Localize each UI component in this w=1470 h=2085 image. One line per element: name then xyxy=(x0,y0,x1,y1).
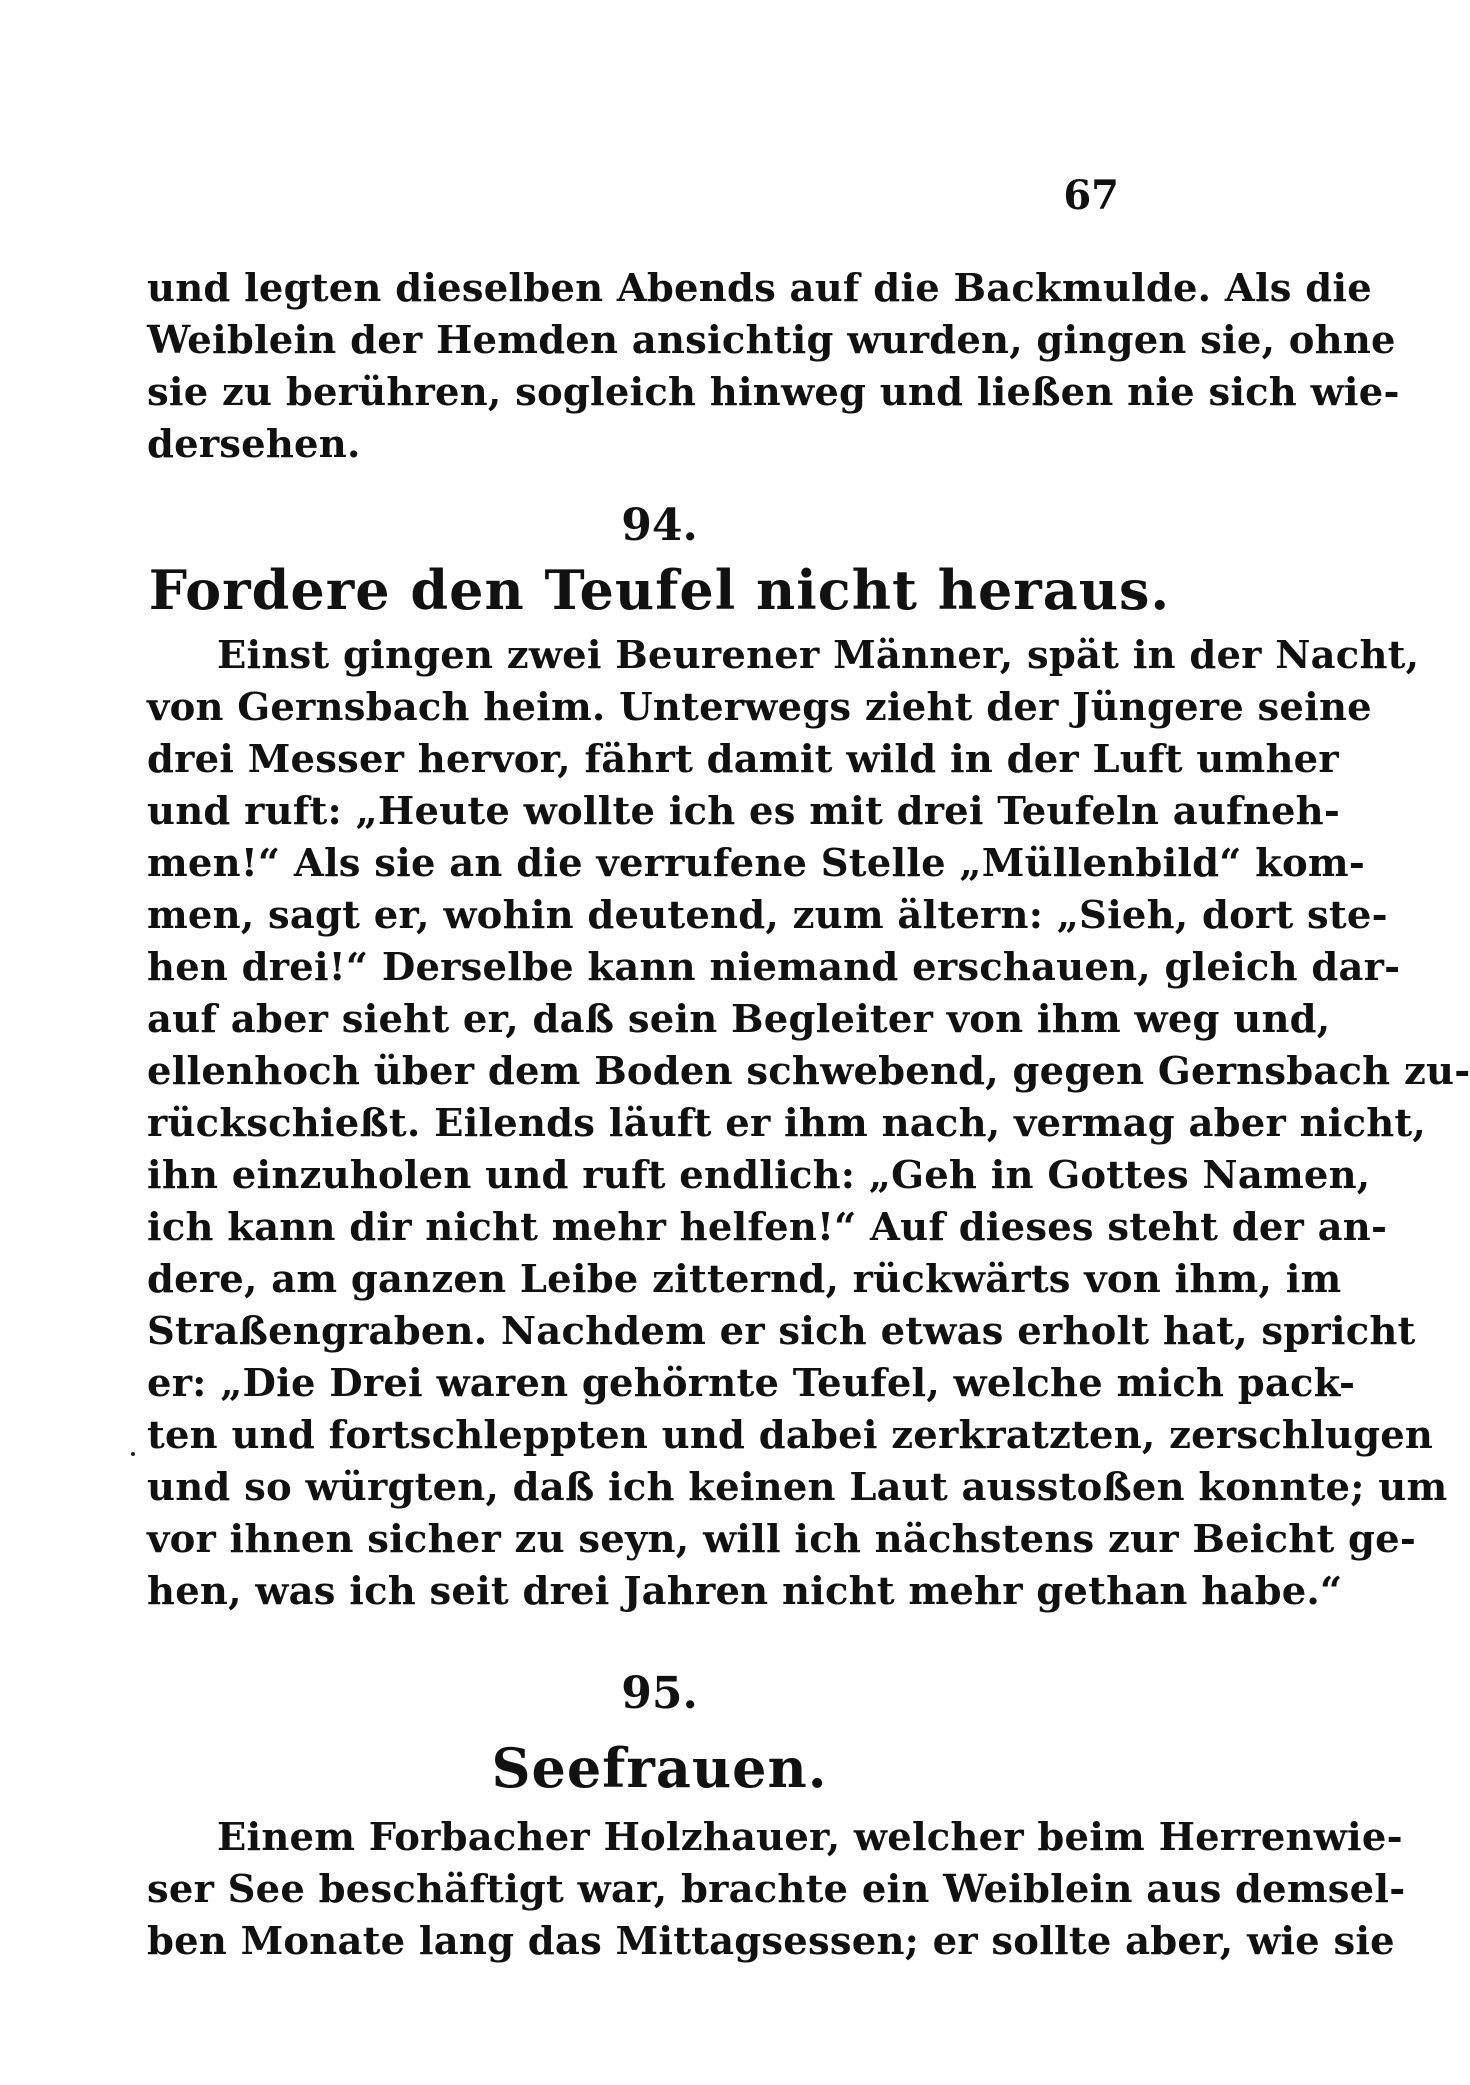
text-line: men!“ Als sie an die verrufene Stelle „Müllenbild“ kom- xyxy=(147,841,1366,886)
text-line: ich kann dir nicht mehr helfen!“ Auf dieses steht der an- xyxy=(147,1205,1388,1250)
text-line: und ruft: „Heute wollte ich es mit drei Teufeln aufneh- xyxy=(147,789,1341,834)
page-number: 67 xyxy=(1063,172,1119,219)
text-line: Einst gingen zwei Beurener Männer, spät in der Nacht, xyxy=(217,633,1420,678)
text-line: und legten dieselben Abends auf die Backmulde. Als die xyxy=(147,266,1372,311)
section-94-paragraph xyxy=(147,630,1470,1618)
section-95-title: Seefrauen. xyxy=(491,1736,828,1800)
text-line: sie zu berühren, sogleich hinweg und ließen nie sich wie- xyxy=(147,370,1400,415)
section-95-number: 95. xyxy=(621,1668,698,1719)
text-line: ten und fortschleppten und dabei zerkratzten, zerschlugen xyxy=(147,1413,1434,1458)
text-line: auf aber sieht er, daß sein Begleiter von ihm weg und, xyxy=(147,997,1331,1042)
text-line: dersehen. xyxy=(147,422,361,467)
section-95-paragraph xyxy=(147,1812,1406,1968)
text-line: drei Messer hervor, fährt damit wild in der Luft umher xyxy=(147,737,1339,782)
text-line: dere, am ganzen Leibe zitternd, rückwärts von ihm, im xyxy=(147,1257,1342,1302)
text-line: Weiblein der Hemden ansichtig wurden, gingen sie, ohne xyxy=(147,318,1396,363)
intro-paragraph xyxy=(147,263,1400,471)
text-line: ben Monate lang das Mittagsessen; er sollte aber, wie sie xyxy=(147,1919,1395,1964)
text-line: hen drei!“ Derselbe kann niemand erschauen, gleich dar- xyxy=(147,945,1401,990)
text-line: hen, was ich seit drei Jahren nicht mehr gethan habe.“ xyxy=(147,1569,1343,1614)
section-94-number: 94. xyxy=(621,500,698,551)
text-line: Einem Forbacher Holzhauer, welcher beim Herrenwie- xyxy=(217,1815,1403,1860)
section-94-title: Fordere den Teufel nicht heraus. xyxy=(148,558,1171,622)
text-line: Straßengraben. Nachdem er sich etwas erholt hat, spricht xyxy=(147,1309,1416,1354)
text-line: und so würgten, daß ich keinen Laut ausstoßen konnte; um xyxy=(147,1465,1448,1510)
text-line: men, sagt er, wohin deutend, zum ältern: „Sieh, dort ste- xyxy=(147,893,1388,938)
text-line: ser See beschäftigt war, brachte ein Weiblein aus demsel- xyxy=(147,1867,1406,1912)
text-line: rückschießt. Eilends läuft er ihm nach, vermag aber nicht, xyxy=(147,1101,1427,1146)
text-line: von Gernsbach heim. Unterwegs zieht der Jüngere seine xyxy=(147,685,1372,730)
text-line: ihn einzuholen und ruft endlich: „Geh in Gottes Namen, xyxy=(147,1153,1371,1198)
print-speck xyxy=(131,1452,135,1456)
text-line: ellenhoch über dem Boden schwebend, gegen Gernsbach zu- xyxy=(147,1049,1470,1094)
text-line: vor ihnen sicher zu seyn, will ich nächstens zur Beicht ge- xyxy=(147,1517,1417,1562)
text-line: er: „Die Drei waren gehörnte Teufel, welche mich pack- xyxy=(147,1361,1356,1406)
